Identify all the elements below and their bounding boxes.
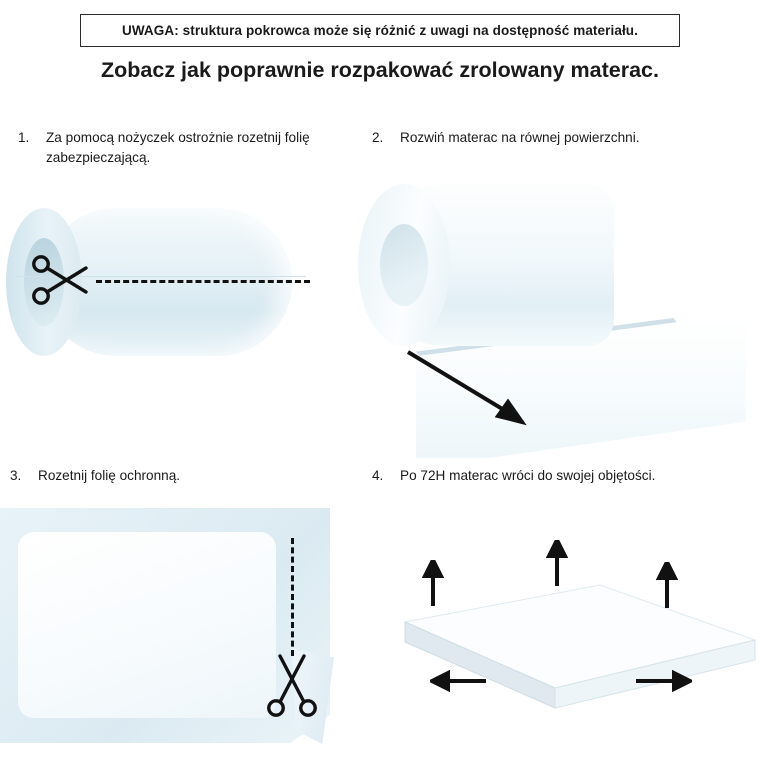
step-3-heading: [10, 466, 310, 486]
step-4-text: Po 72H materac wróci do swojej objętości.: [400, 468, 656, 483]
step-1-heading: [18, 128, 318, 167]
arrow-left-icon: [430, 670, 488, 692]
step-3-number: 3.: [10, 468, 22, 483]
step-1-number: 1.: [18, 130, 30, 145]
scissors-icon: [30, 254, 92, 306]
flat-mattress: [18, 532, 276, 718]
expanded-mattress: [350, 580, 760, 720]
step-4-illustration: [350, 508, 760, 738]
arrow-right-icon: [634, 670, 692, 692]
step-4-number: 4.: [372, 468, 384, 483]
foil-cut-guide-line: [291, 538, 294, 656]
step-1-text: Za pomocą nożyczek ostrożnie rozetnij folię zabezpieczającą.: [46, 130, 310, 165]
step-2-text: Rozwiń materac na równej powierzchni.: [400, 130, 640, 145]
step-3-illustration: [0, 508, 340, 746]
step-2-number: 2.: [372, 130, 384, 145]
arrow-up-right-icon: [656, 562, 678, 610]
arrow-up-center-icon: [546, 540, 568, 588]
step-2-heading: [372, 128, 702, 148]
page-title: Zobacz jak poprawnie rozpakować zrolowany materac.: [101, 58, 659, 82]
roll-core-hole: [380, 224, 428, 306]
notice-text: UWAGA: struktura pokrowca może się różnić z uwagi na dostępność materiału.: [121, 23, 638, 38]
step-2-illustration: [356, 168, 760, 428]
step-1-illustration: [0, 180, 340, 390]
arrow-up-left-icon: [422, 560, 444, 608]
step-3-text: Rozetnij folię ochronną.: [38, 468, 181, 483]
notice-banner: [80, 14, 680, 47]
scissors-icon: [264, 646, 322, 720]
step-4-heading: [372, 466, 712, 486]
arrow-diagonal-icon: [402, 346, 542, 436]
cut-guide-line: [96, 280, 310, 283]
